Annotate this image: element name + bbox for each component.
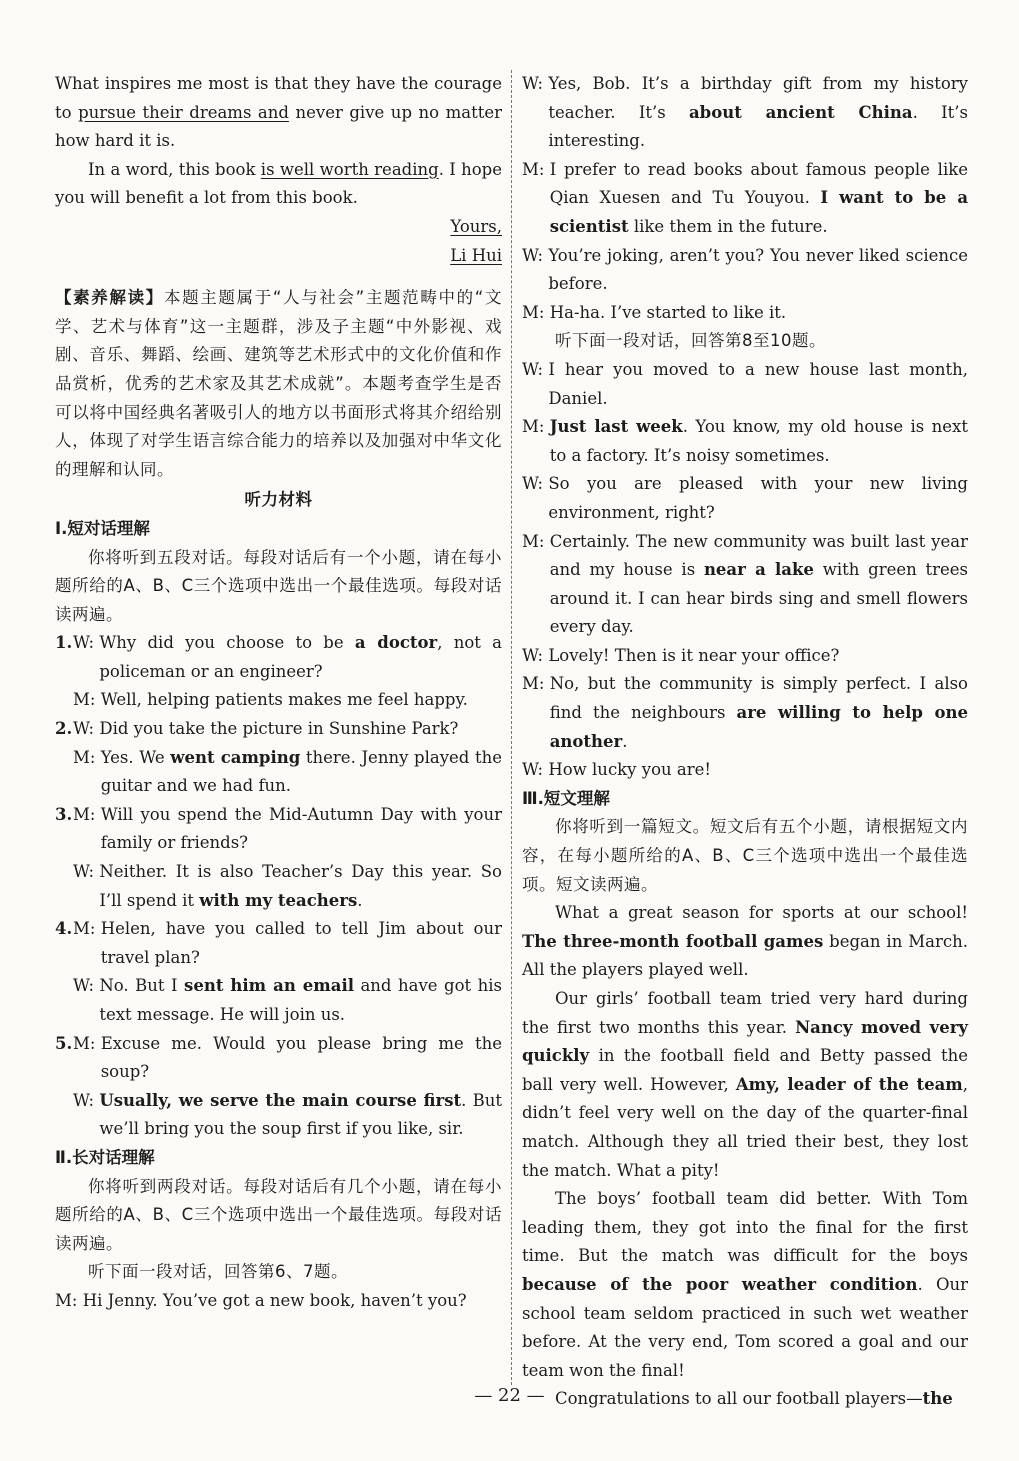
question-2: 2. W: Did you take the picture in Sunshine Park? M: Yes. We went camping there. Jenny played the guitar and we had fun. bbox=[55, 719, 502, 796]
letter-closing: Yours, bbox=[450, 216, 502, 236]
part3-heading: Ⅲ.短文理解 bbox=[522, 788, 610, 808]
passage-paragraph-4: Congratulations to all our football players—the bbox=[555, 1389, 953, 1409]
right-column bbox=[522, 70, 968, 1414]
left-column bbox=[55, 70, 502, 1316]
dialogue-line: W: How lucky you are! bbox=[522, 760, 711, 780]
question-3: 3. M: Will you spend the Mid-Autumn Day with your family or friends? W: Neither. It is also Teacher’s Day this year. So I’ll spend it with my teachers. bbox=[55, 804, 502, 910]
dialogue-line: M: I prefer to read books about famous people like Qian Xuesen and Tu Youyou. I want to be a scientist like them in the future. bbox=[522, 159, 969, 236]
passage-paragraph-3: The boys’ football team did better. With Tom leading them, they got into the final for the first time. But the match was difficult for the boys because of the poor weather condition. Our school team seldom practiced in such wet weather before. At the very end, Tom scored a goal and our team won the final! bbox=[522, 1189, 969, 1380]
part3-instruction: 你将听到一篇短文。短文后有五个小题，请根据短文内容，在每小题所给的A、B、C三个选项中选出一个最佳选项。短文读两遍。 bbox=[522, 817, 968, 894]
dialogue-line: M: Hi Jenny. You’ve got a new book, haven’t you? bbox=[55, 1290, 467, 1310]
part2-intro-1: 听下面一段对话，回答第6、7题。 bbox=[88, 1262, 348, 1282]
question-5: 5. M: Excuse me. Would you please bring me the soup? W: Usually, we serve the main course first. But we’ll bring you the soup first if you like, sir. bbox=[55, 1033, 502, 1139]
page-number: — 22 — bbox=[474, 1385, 545, 1406]
letter-signature: Li Hui bbox=[450, 245, 502, 265]
dialogue-line: M: Just last week. You know, my old house is next to a factory. It’s noisy sometimes. bbox=[522, 417, 968, 465]
dialogue-line: M: No, but the community is simply perfect. I also find the neighbours are willing to help one another. bbox=[522, 674, 968, 751]
part1-instruction: 你将听到五段对话。每段对话后有一个小题，请在每小题所给的A、B、C三个选项中选出一个最佳选项。每段对话读两遍。 bbox=[55, 547, 502, 624]
part2-heading: Ⅱ.长对话理解 bbox=[55, 1147, 155, 1167]
part1-heading: Ⅰ.短对话理解 bbox=[55, 518, 150, 538]
dialogue-line: W: Yes, Bob. It’s a birthday gift from my history teacher. It’s about ancient China. It’s interesting. bbox=[522, 74, 968, 151]
part2-instruction: 你将听到两段对话。每段对话后有几个小题，请在每小题所给的A、B、C三个选项中选出一个最佳选项。每段对话读两遍。 bbox=[55, 1176, 502, 1253]
dialogue-line: W: Lovely! Then is it near your office? bbox=[522, 645, 840, 665]
dialogue-line: M: Ha-ha. I’ve started to like it. bbox=[522, 302, 787, 322]
passage-paragraph-1: What a great season for sports at our school! The three-month football games began in March. All the players played well. bbox=[522, 903, 968, 980]
passage-paragraph-2: Our girls’ football team tried very hard during the first two months this year. Nancy moved very quickly in the football field and Betty passed the ball very well. However, Amy, leader of the team, didn’t feel very well on the day of the quarter-final match. Although they all tried their best, they lost the match. What a pity! bbox=[522, 989, 968, 1180]
dialogue-line: W: I hear you moved to a new house last month, Daniel. bbox=[522, 359, 968, 408]
part2-intro-2: 听下面一段对话，回答第8至10题。 bbox=[555, 331, 826, 351]
dialogue-line: M: Certainly. The new community was built last year and my house is near a lake with green trees around it. I can hear birds sing and smell flowers every day. bbox=[522, 531, 969, 637]
dialogue-line: W: So you are pleased with your new living environment, right? bbox=[522, 474, 968, 522]
commentary: 【素养解读】本题主题属于“人与社会”主题范畴中的“文学、艺术与体育”这一主题群，涉及子主题“中外影视、戏剧、音乐、舞蹈、绘画、建筑等艺术形式中的文化价值和作品赏析，优秀的艺术家及其艺术成就”。本题考查学生是否可以将中国经典名著吸引人的地方以书面形式将其介绍给别人，体现了对学生语言综合能力的培养以及加强对中华文化的理解和认同。 bbox=[55, 288, 503, 479]
section-title: 听力材料 bbox=[244, 490, 313, 510]
letter-paragraph-1: What inspires me most is that they have the courage to pursue their dreams and never give up no matter how hard it is. bbox=[55, 74, 502, 151]
question-1: 1. W: Why did you choose to be a doctor, not a policeman or an engineer? M: Well, helping patients makes me feel happy. bbox=[55, 633, 502, 710]
dialogue-line: W: You’re joking, aren’t you? You never liked science before. bbox=[522, 245, 968, 294]
letter-paragraph-2: In a word, this book is well worth reading. I hope you will benefit a lot from this book. bbox=[55, 159, 502, 208]
question-4: 4. M: Helen, have you called to tell Jim about our travel plan? W: No. But I sent him an email and have got his text message. He will join us. bbox=[55, 919, 502, 1024]
column-divider bbox=[511, 70, 513, 1385]
